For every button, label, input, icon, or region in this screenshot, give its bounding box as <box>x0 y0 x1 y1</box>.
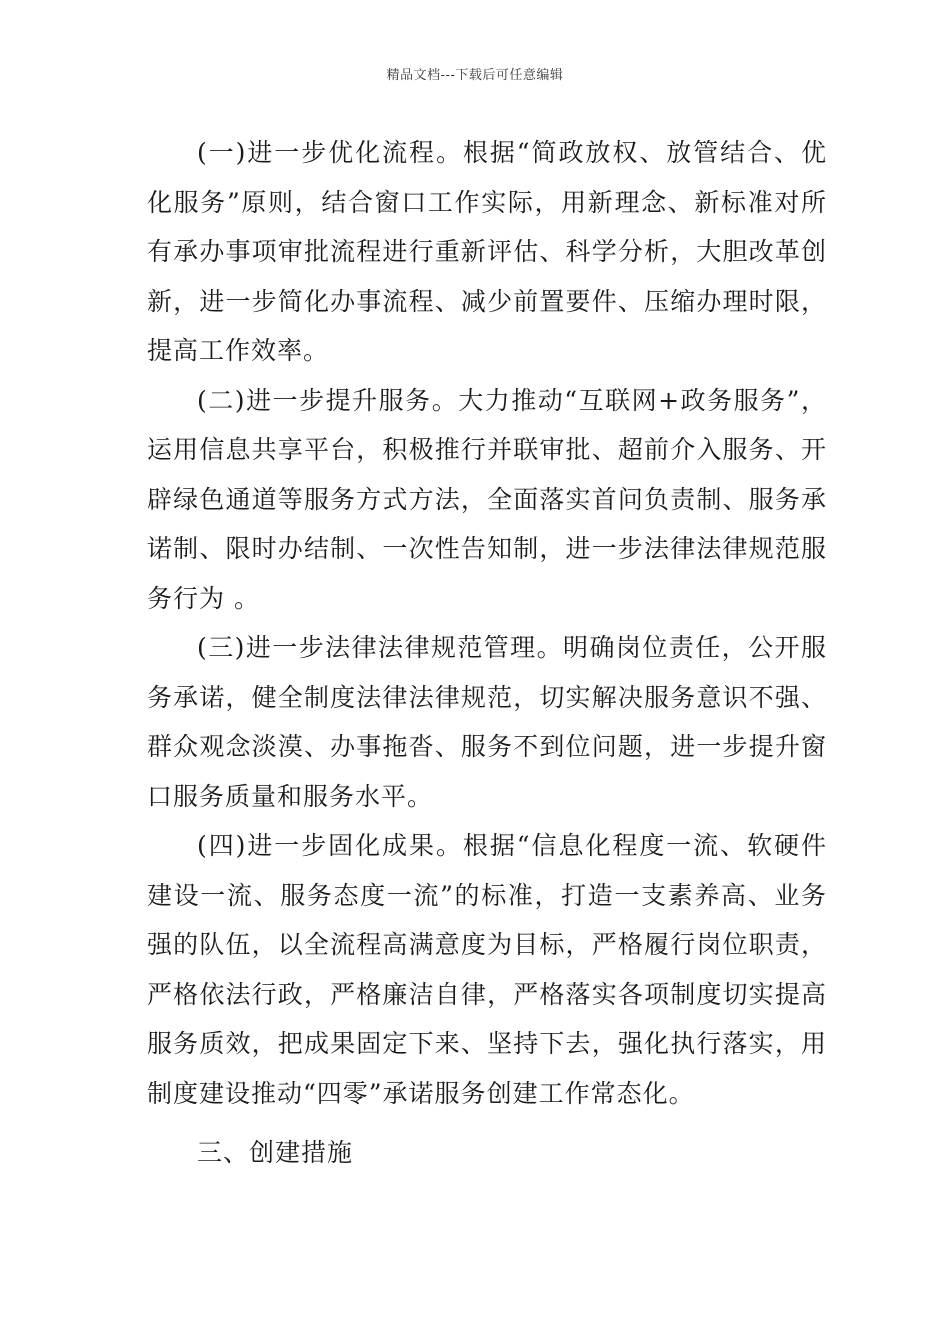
document-body <box>147 128 827 1178</box>
section-heading: 三、创建措施 <box>197 1138 354 1167</box>
paragraph-improve-service: (二)进一步提升服务。大力推动“互联网+政务服务”，运用信息共享平台，积极推行并联审批、超前介入服务、开辟绿色通道等服务方式方法，全面落实首问负责制、服务承诺制、限时办结制、一次性告知制，进一步法律法律规范服务行为 。 <box>147 385 827 613</box>
page-header: 精品文档---下载后可任意编辑 <box>386 68 564 83</box>
paragraph-optimize-process: (一)进一步优化流程。根据“简政放权、放管结合、优化服务”原则，结合窗口工作实际，用新理念、新标准对所有承办事项审批流程进行重新评估、科学分析，大胆改革创新，进一步简化办事流程、减少前置要件、压缩办理时限，提高工作效率。 <box>147 138 827 365</box>
paragraph-consolidate-results: (四)进一步固化成果。根据“信息化程度一流、软硬件建设一流、服务态度一流”的标准，打造一支素养高、业务强的队伍，以全流程高满意度为目标，严格履行岗位职责，严格依法行政，严格廉洁自律，严格落实各项制度切实提高服务质效，把成果固定下来、坚持下去，强化执行落实，用制度建设推动“四零”承诺服务创建工作常态化。 <box>147 831 827 1108</box>
paragraph-standardize-management: (三)进一步法律法律规范管理。明确岗位责任，公开服务承诺，健全制度法律法律规范，切实解决服务意识不强、群众观念淡漠、办事拖沓、服务不到位问题，进一步提升窗口服务质量和服务水平。 <box>147 633 827 811</box>
